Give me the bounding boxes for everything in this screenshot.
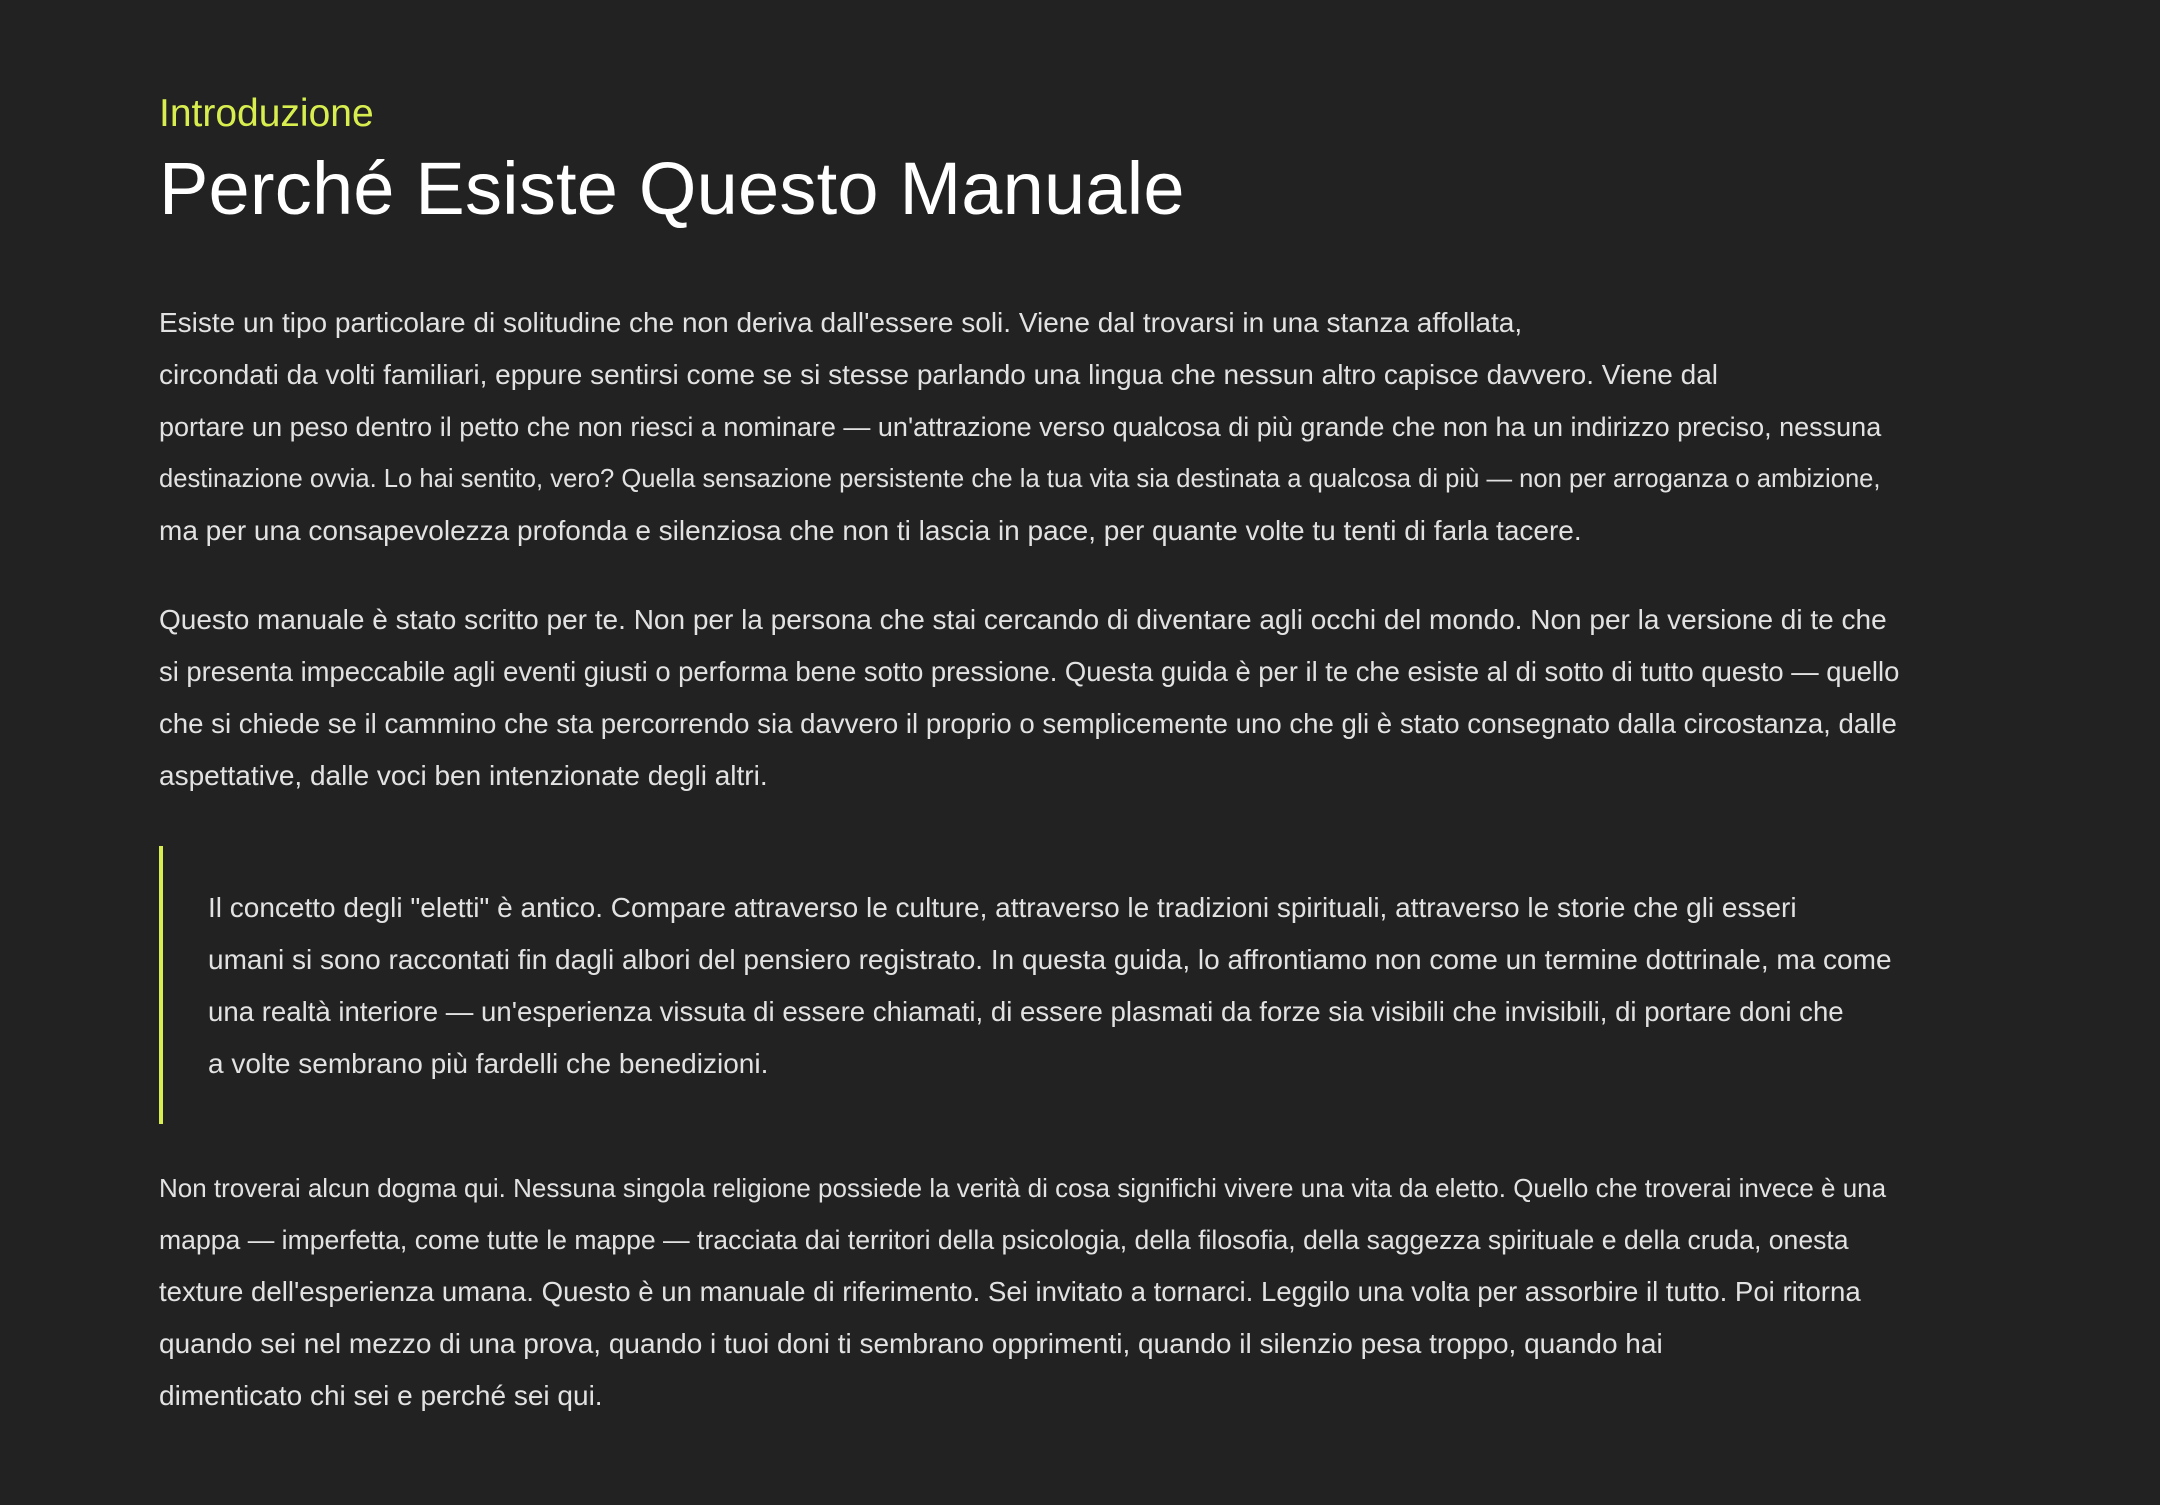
text-line: una realtà interiore — un'esperienza vissuta di essere chiamati, di essere plasmati da forze sia visibili che invisibili, di portare doni che (208, 996, 1844, 1027)
text-line: quando sei nel mezzo di una prova, quando i tuoi doni ti sembrano opprimenti, quando il silenzio pesa troppo, quando hai (159, 1328, 1663, 1359)
text-line: si presenta impeccabile agli eventi giusti o performa bene sotto pressione. Questa guida è per il te che esiste al di sotto di tutto questo — quello (159, 656, 1900, 687)
text-line: mappa — imperfetta, come tutte le mappe — tracciata dai territori della psicologia, della filosofia, della saggezza spirituale e della cruda, onesta (159, 1225, 1849, 1255)
paragraph-1 (159, 297, 2009, 557)
text-line: Il concetto degli "eletti" è antico. Compare attraverso le culture, attraverso le tradizioni spirituali, attraverso le storie che gli esseri (208, 892, 1797, 923)
text-line: Esiste un tipo particolare di solitudine che non deriva dall'essere soli. Viene dal trovarsi in una stanza affollata, (159, 307, 1523, 338)
page-title: Perché Esiste Questo Manuale (159, 147, 1185, 230)
text-line: Non troverai alcun dogma qui. Nessuna singola religione possiede la verità di cosa significhi vivere una vita da eletto. Quello che troverai invece è una (159, 1173, 1887, 1203)
text-line: destinazione ovvia. Lo hai sentito, vero? Quella sensazione persistente che la tua vita sia destinata a qualcosa di più — non per arroganza o ambizione, (159, 465, 1881, 493)
text-line: umani si sono raccontati fin dagli albori del pensiero registrato. In questa guida, lo affrontiamo non come un termine dottrinale, ma come (208, 944, 1892, 975)
paragraph-closing (159, 1162, 2009, 1422)
text-line: aspettative, dalle voci ben intenzionate degli altri. (159, 760, 768, 791)
blockquote (159, 846, 2009, 1124)
text-line: texture dell'esperienza umana. Questo è un manuale di riferimento. Sei invitato a tornarci. Leggilo una volta per assorbire il tutto. Poi ritorna (159, 1276, 1861, 1307)
text-line: portare un peso dentro il petto che non riesci a nominare — un'attrazione verso qualcosa di più grande che non ha un indirizzo preciso, nessuna (159, 412, 1882, 442)
text-line: dimenticato chi sei e perché sei qui. (159, 1380, 603, 1411)
text-line: Questo manuale è stato scritto per te. Non per la persona che stai cercando di diventare agli occhi del mondo. Non per la versione di te che (159, 604, 1887, 635)
section-label: Introduzione (159, 92, 374, 135)
text-line: a volte sembrano più fardelli che benedizioni. (208, 1048, 769, 1079)
paragraph-2 (159, 594, 2009, 802)
quote-text (208, 882, 2009, 1090)
text-line: circondati da volti familiari, eppure sentirsi come se si stesse parlando una lingua che nessun altro capisce davvero. Viene dal (159, 359, 1719, 390)
text-line: ma per una consapevolezza profonda e silenziosa che non ti lascia in pace, per quante volte tu tenti di farla tacere. (159, 515, 1582, 546)
text-line: che si chiede se il cammino che sta percorrendo sia davvero il proprio o semplicemente uno che gli è stato consegnato dalla circostanza, dalle (159, 708, 1897, 739)
